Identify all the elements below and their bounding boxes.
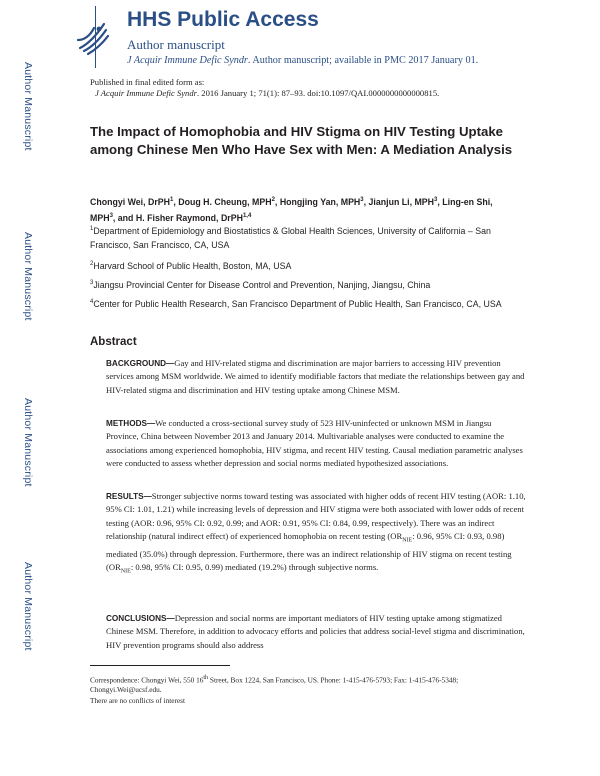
hhs-eagle-logo-icon [74, 18, 110, 58]
results-text: Stronger subjective norms toward testing was associated with higher odds of recent HIV testing (AOR: 1.10, 95% CI: 1.01, 1.21) while increasing levels of depression and HIV stigma were both associated with lower odds of recent testing (AOR: 0.96, 95% CI: 0.92, 0.99; and AOR: 0.91, 95% CI: 0.84, 0.99, respectively). There was an indirect relationship (natural indirect effect) of experienced homophobia on recent testing (OR [106, 491, 526, 541]
author-affiliation-ref: 2 [271, 197, 275, 203]
article-title: The Impact of Homophobia and HIV Stigma on HIV Testing Uptake among Chinese Men Who Have Sex with Men: A Mediation Analysis [90, 124, 513, 157]
published-label: Published in final edited form as: [90, 77, 205, 87]
author-affiliation-ref: 3 [360, 197, 364, 203]
author-separator: , [173, 196, 179, 207]
results-label: RESULTS— [106, 492, 152, 501]
background-text: Gay and HIV-related stigma and discrimination are major barriers to accessing HIV prevention services among MSM worldwide. We aimed to identify modifiable factors that mediate the relationships between gay and HIV-related stigma and discrimination and HIV testing uptake among Chinese MSM. [106, 358, 525, 395]
author-affiliation-ref: 3 [109, 212, 113, 219]
abstract-heading: Abstract [90, 336, 137, 348]
affiliation [90, 295, 520, 311]
conclusions-text: Depression and social norms are important mediators of HIV testing uptake among stigmatized Chinese MSM. Therefore, in addition to advocacy efforts and policies that address social-level stigma and discrimination, HIV prevention programs should also address [106, 613, 525, 650]
footnote-rule [90, 665, 230, 666]
results-subscript: NIE [120, 568, 131, 575]
abstract-conclusions [106, 612, 526, 652]
author-separator: , and [112, 212, 136, 223]
affiliation-number: 3 [90, 280, 94, 286]
correspondence-sup: th [203, 675, 209, 681]
header-citation [127, 55, 478, 66]
affiliation-number: 4 [90, 299, 94, 305]
side-label: Author Manuscript [22, 62, 34, 151]
abstract-background [106, 357, 526, 397]
author-separator: , [437, 196, 443, 207]
results-text: : 0.96, 95% CI: 0.93, 0.98) mediated (35.0%) through depression. Furthermore, there was an indirect relationship of HIV stigma on recent testing (OR [106, 530, 512, 573]
side-label: Author Manuscript [22, 398, 34, 487]
author-name: Doug H. Cheung, MPH [178, 196, 272, 207]
published-journal: J Acquir Immune Defic Syndr [95, 88, 197, 98]
author-separator: , [363, 196, 369, 207]
affiliation-text: Department of Epidemiology and Biostatistics & Global Health Sciences, University of California – San Francisco, San Francisco, CA, USA [90, 225, 491, 250]
results-text: : 0.98, 95% CI: 0.95, 0.99) mediated (19.2%) through subjective norms. [130, 562, 379, 573]
affiliation-text: Harvard School of Public Health, Boston, MA, USA [93, 260, 292, 271]
side-label: Author Manuscript [22, 232, 34, 321]
affiliation [90, 257, 520, 273]
published-ref: . 2016 January 1; 71(1): 87–93. doi:10.1097/QAI.0000000000000815. [196, 88, 440, 98]
correspondence-footnote [90, 673, 520, 695]
affiliation [90, 222, 520, 252]
methods-text: We conducted a cross-sectional survey study of 523 HIV-uninfected or unknown MSM in Jiangsu Province, China between November 2013 and January 2014. Multivariable analyses were conducted to examine the associations among experienced homophobia, HIV stigma, and recent HIV testing. Causal mediation parametric analyses were conducted to assess whether depression and social norms mediated hypothesized associations. [106, 418, 523, 468]
author-name: H. Fisher Raymond, DrPH [135, 212, 243, 223]
author-separator: , [274, 196, 280, 207]
correspondence-text: Street, Box 1224, San Francisco, US. Phone: 1-415-476-5793; Fax: 1-415-476-5348; Chongyi.Wei@ucsf.edu. [90, 675, 459, 695]
correspondence-text: Correspondence: Chongyi Wei, 550 16 [90, 675, 204, 685]
author-name: Hongjing Yan, MPH [279, 196, 361, 207]
results-subscript: NIE [402, 537, 413, 544]
abstract-methods [106, 417, 526, 470]
citation-rest: . Author manuscript; available in PMC 2017 January 01. [247, 55, 479, 66]
conflicts-footnote: There are no conflicts of interest [90, 696, 186, 705]
affiliation [90, 276, 520, 292]
author-manuscript-label: Author manuscript [127, 37, 225, 52]
author-name: Jianjun Li, MPH [368, 196, 435, 207]
published-reference [95, 88, 439, 98]
abstract-results [106, 490, 526, 579]
affiliation-text: Jiangsu Provincial Center for Disease Control and Prevention, Nanjing, Jiangsu, China [93, 279, 431, 290]
author-affiliation-ref: 1 [170, 197, 174, 203]
affiliation-number: 2 [90, 261, 94, 267]
author-list [90, 193, 520, 225]
side-label: Author Manuscript [22, 562, 34, 651]
author-name: Chongyi Wei, DrPH [90, 196, 170, 207]
methods-label: METHODS— [106, 419, 156, 428]
conclusions-label: CONCLUSIONS— [106, 614, 175, 623]
affiliation-text: Center for Public Health Research, San Francisco Department of Public Health, San Francisco, CA, USA [93, 298, 502, 309]
hhs-title: HHS Public Access [127, 8, 319, 31]
author-affiliation-ref: 3 [434, 197, 438, 203]
author-name: Ling-en Shi, MPH [90, 196, 493, 223]
citation-journal: J Acquir Immune Defic Syndr [127, 55, 248, 66]
background-label: BACKGROUND— [106, 359, 175, 368]
author-affiliation-ref: 1,4 [242, 212, 252, 219]
affiliation-number: 1 [90, 226, 94, 232]
